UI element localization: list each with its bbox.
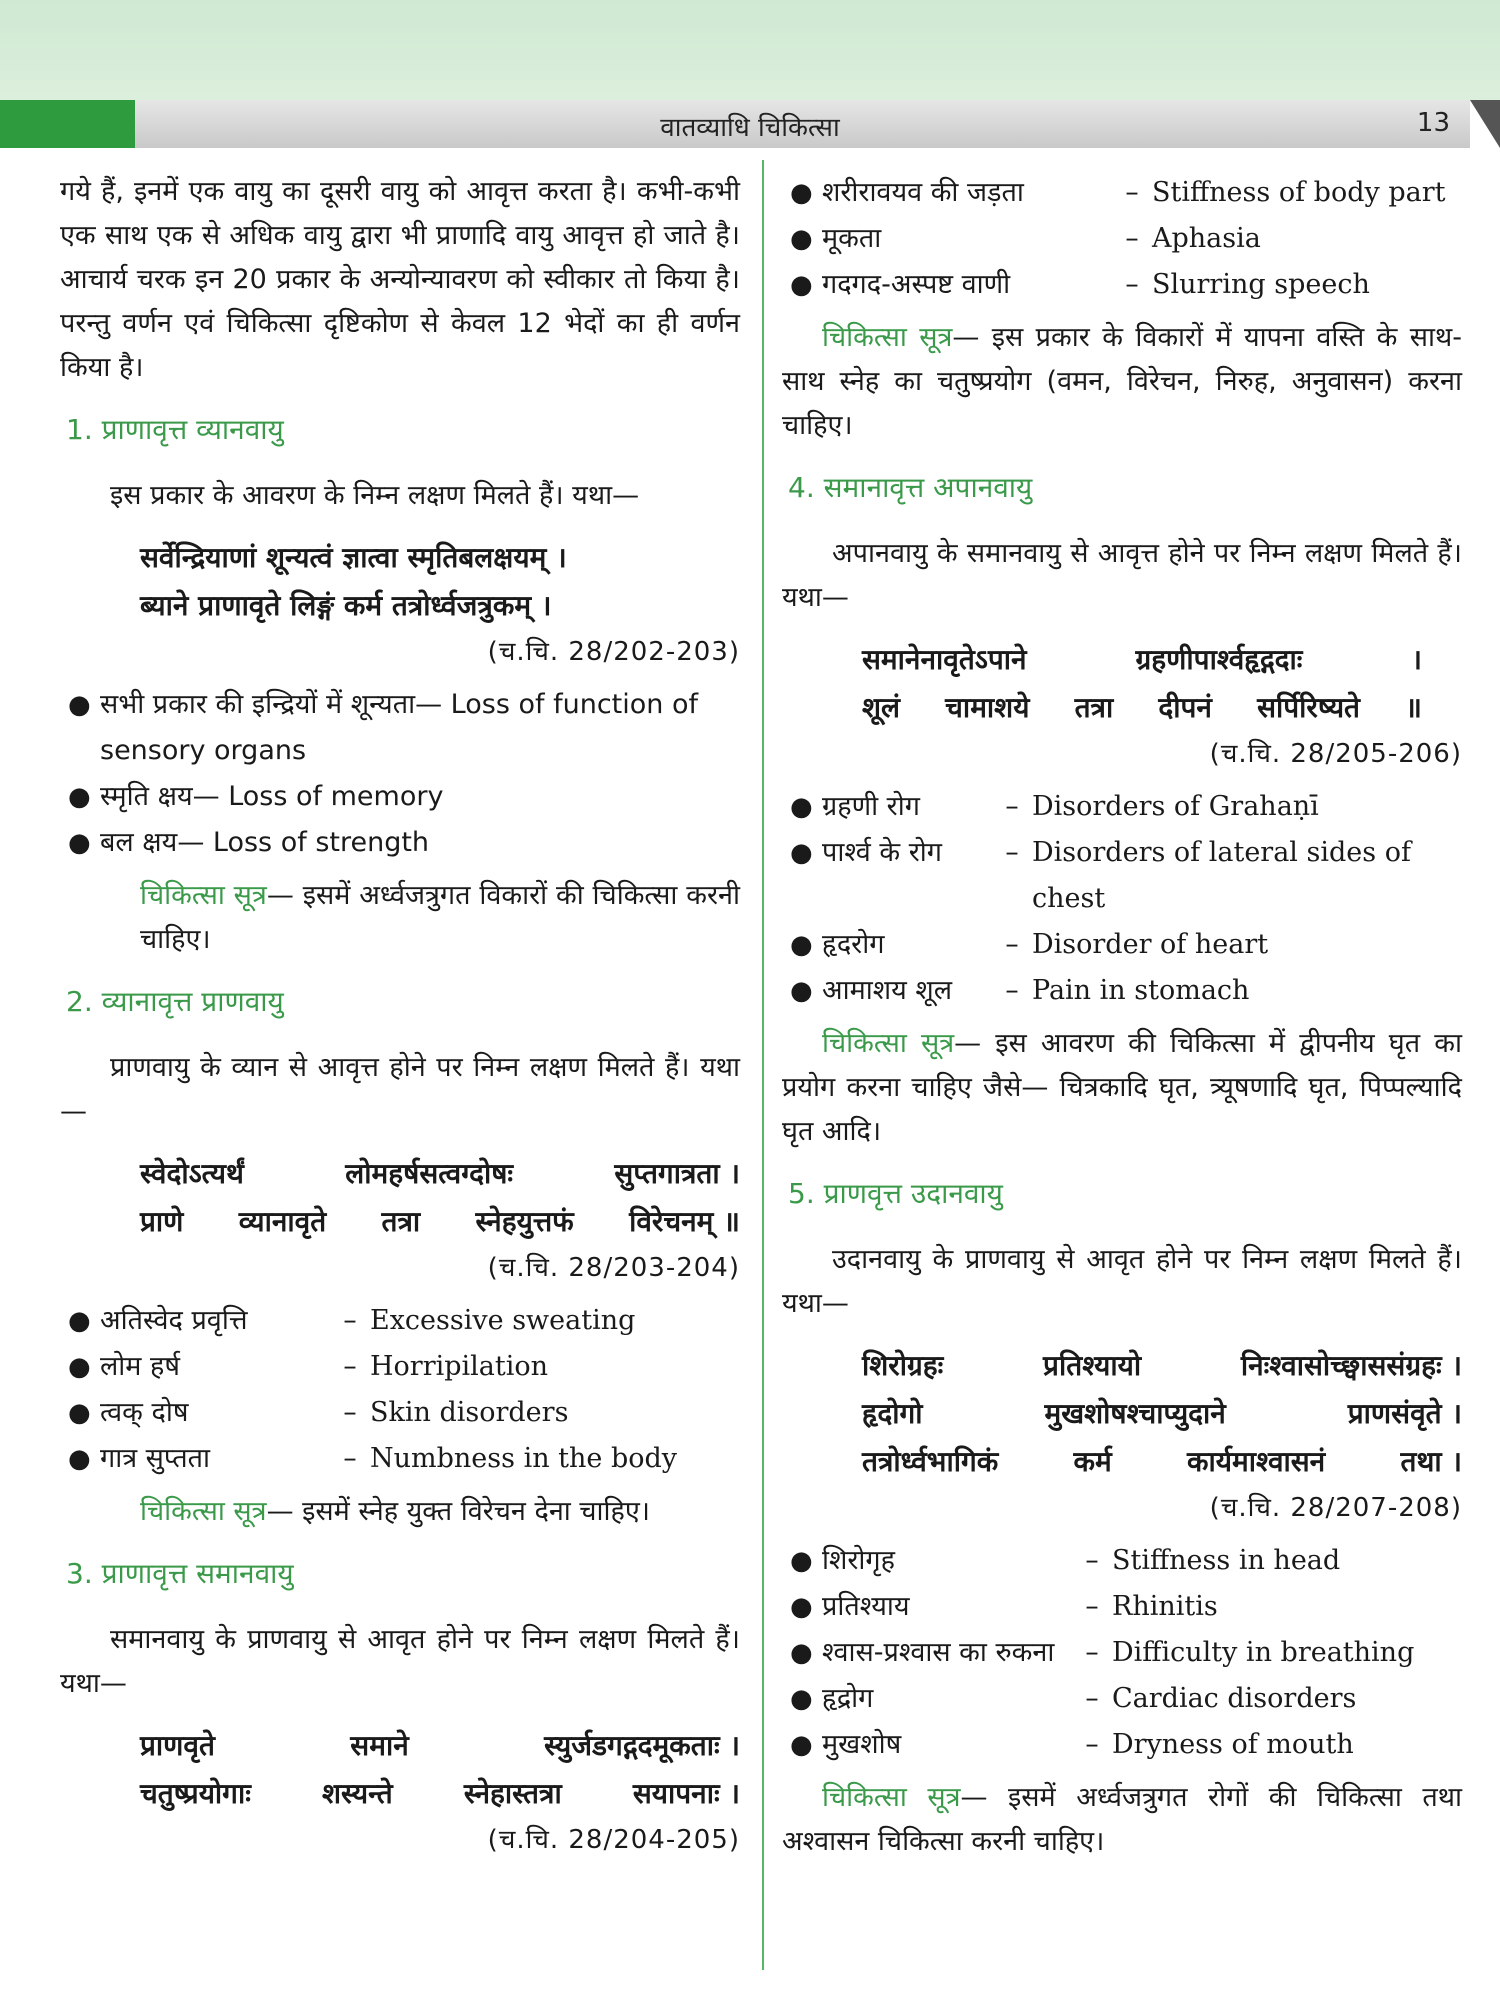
section-2-list	[60, 1298, 740, 1482]
section-3-list	[782, 170, 1462, 308]
section-5-intro: उदानवायु के प्राणवायु से आवृत होने पर निम्न लक्षण मिलते हैं। यथा—	[782, 1244, 1462, 1319]
verse-reference: (च.चि. 28/203-204)	[487, 1253, 740, 1283]
section-3-title: 3. प्राणावृत्त समानवायु	[66, 1557, 294, 1590]
list-item: ● सभी प्रकार की इन्द्रियों में शून्यता— Loss of function of sensory organs	[68, 689, 698, 766]
verse-line: समानेनावृतेऽपाने ग्रहणीपार्श्वहृद्गदाः ।	[862, 643, 1422, 676]
section-4-title: 4. समानावृत्त अपानवायु	[788, 471, 1033, 504]
verse-reference: (च.चि. 28/204-205)	[487, 1825, 740, 1855]
section-5-list	[782, 1538, 1462, 1768]
list-item: ● बल क्षय— Loss of strength	[68, 827, 430, 858]
section-1-verse	[60, 536, 740, 628]
section-2-verse	[60, 1152, 740, 1244]
list-item: ● गदगद-अस्पष्ट वाणी – Slurring speech	[790, 269, 1370, 300]
verse-reference: (च.चि. 28/205-206)	[1209, 739, 1462, 769]
list-item: ● शिरोगृह – Stiffness in head	[790, 1545, 1341, 1576]
section-5-sutra: चिकित्सा सूत्र— इसमें अर्ध्वजत्रुगत रोगों की चिकित्सा तथा अश्वासन चिकित्सा करनी चाहिए।	[782, 1782, 1462, 1857]
verse-line: ब्याने प्राणावृते लिङ्गं कर्म तत्रोर्ध्वजत्रुकम् ।	[140, 589, 552, 622]
verse-line: चतुष्प्रयोगाः शस्यन्ते स्नेहास्तत्रा सयापनाः ।	[140, 1777, 740, 1810]
running-title: वातव्याधि चिकित्सा	[660, 113, 840, 143]
list-item: ● हृद्रोग – Cardiac disorders	[790, 1683, 1357, 1714]
section-4-intro: अपानवायु के समानवायु से आवृत्त होने पर निम्न लक्षण मिलते हैं। यथा—	[782, 538, 1462, 613]
section-1-sutra: चिकित्सा सूत्र— इसमें अर्ध्वजत्रुगत विकारों की चिकित्सा करनी चाहिए।	[140, 880, 740, 955]
list-item: ● पार्श्व के रोग – Disorders of lateral sides of chest	[790, 837, 1411, 914]
section-3-sutra: चिकित्सा सूत्र— इस प्रकार के विकारों में यापना वस्ति के साथ-साथ स्नेह का चतुष्प्रयोग (वमन, विरेचन, निरुह, अनुवासन) करना चाहिए।	[782, 322, 1462, 441]
intro-paragraph: गये हैं, इनमें एक वायु का दूसरी वायु को आवृत्त करता है। कभी-कभी एक साथ एक से अधिक वायु द्वारा भी प्राणादि वायु आवृत्त हो जाते है। आचार्य चरक इन 20 प्रकार के अन्योन्यावरण को स्वीकार तो किया है। परन्तु वर्णन एवं चिकित्सा दृष्टिकोण से केवल 12 भेदों का ही वर्णन किया है।	[60, 176, 740, 383]
section-3-verse	[60, 1724, 740, 1816]
top-band	[0, 0, 1500, 100]
verse-line: तत्रोर्ध्वभागिकं कर्म कार्यमाश्वासनं तथा ।	[862, 1445, 1462, 1478]
right-column	[782, 170, 1462, 1880]
verse-line: स्वेदोऽत्यर्थं लोमहर्षसत्वग्दोषः सुप्तगात्रता ।	[140, 1157, 740, 1190]
verse-line: शिरोग्रहः प्रतिश्यायो निःश्वासोच्छ्वाससंग्रहः ।	[862, 1349, 1462, 1382]
verse-line: प्राणे व्यानावृते तत्रा स्नेहयुत्तफं विरेचनम् ॥	[140, 1205, 740, 1238]
section-4-verse	[782, 638, 1462, 730]
section-2-title: 2. व्यानावृत्त प्राणवायु	[66, 985, 284, 1018]
section-5-title: 5. प्राणवृत्त उदानवायु	[788, 1177, 1003, 1210]
column-divider	[762, 160, 764, 1970]
list-item: ● श्वास-प्रश्वास का रुकना – Difficulty in breathing	[790, 1637, 1415, 1668]
verse-line: सर्वेन्द्रियाणां शून्यत्वं ज्ञात्वा स्मृतिबलक्षयम् ।	[140, 541, 567, 574]
section-4-list	[782, 784, 1462, 1014]
list-item: ● आमाशय शूल – Pain in stomach	[790, 975, 1250, 1006]
section-2-sutra: चिकित्सा सूत्र— इसमें स्नेह युक्त विरेचन देना चाहिए।	[140, 1496, 651, 1527]
list-item: ● शरीरावयव की जड़ता – Stiffness of body part	[790, 177, 1446, 208]
verse-reference: (च.चि. 28/207-208)	[1209, 1493, 1462, 1523]
section-1-title: 1. प्राणावृत्त व्यानवायु	[66, 413, 284, 446]
list-item: ● मूकता – Aphasia	[790, 223, 1261, 254]
verse-line: शूलं चामाशये तत्रा दीपनं सर्पिरिष्यते ॥	[862, 691, 1422, 724]
list-item: ● हृदरोग – Disorder of heart	[790, 929, 1269, 960]
list-item: ● त्वक् दोष – Skin disorders	[68, 1397, 569, 1428]
list-item: ● गात्र सुप्तता – Numbness in the body	[68, 1443, 678, 1474]
verse-line: प्राणवृते समाने स्युर्जडगद्गदमूकताः ।	[140, 1729, 740, 1762]
section-1-list	[60, 682, 740, 866]
list-item: ● लोम हर्ष – Horripilation	[68, 1351, 549, 1382]
section-4-sutra: चिकित्सा सूत्र— इस आवरण की चिकित्सा में द्वीपनीय घृत का प्रयोग करना चाहिए जैसे— चित्रकादि घृत, त्र्यूषणादि घृत, पिप्पल्यादि घृत आदि।	[782, 1028, 1462, 1147]
section-5-verse	[782, 1344, 1462, 1484]
page-number: 13	[1416, 108, 1450, 138]
list-item: ● मुखशोष – Dryness of mouth	[790, 1729, 1354, 1760]
list-item: ● प्रतिश्याय – Rhinitis	[790, 1591, 1218, 1622]
verse-reference: (च.चि. 28/202-203)	[487, 637, 740, 667]
section-2-intro: प्राणवायु के व्यान से आवृत्त होने पर निम्न लक्षण मिलते हैं। यथा—	[60, 1052, 740, 1127]
verse-line: हृदोगो मुखशोषश्चाप्युदाने प्राणसंवृते ।	[862, 1397, 1462, 1430]
list-item: ● स्मृति क्षय— Loss of memory	[68, 781, 444, 812]
section-3-intro: समानवायु के प्राणवायु से आवृत होने पर निम्न लक्षण मिलते हैं। यथा—	[60, 1624, 740, 1699]
list-item: ● ग्रहणी रोग – Disorders of Grahaṇī	[790, 791, 1319, 822]
list-item: ● अतिस्वेद प्रवृत्ति – Excessive sweating	[68, 1305, 636, 1336]
left-column	[60, 170, 740, 1870]
section-1-intro: इस प्रकार के आवरण के निम्न लक्षण मिलते हैं। यथा—	[110, 480, 640, 511]
